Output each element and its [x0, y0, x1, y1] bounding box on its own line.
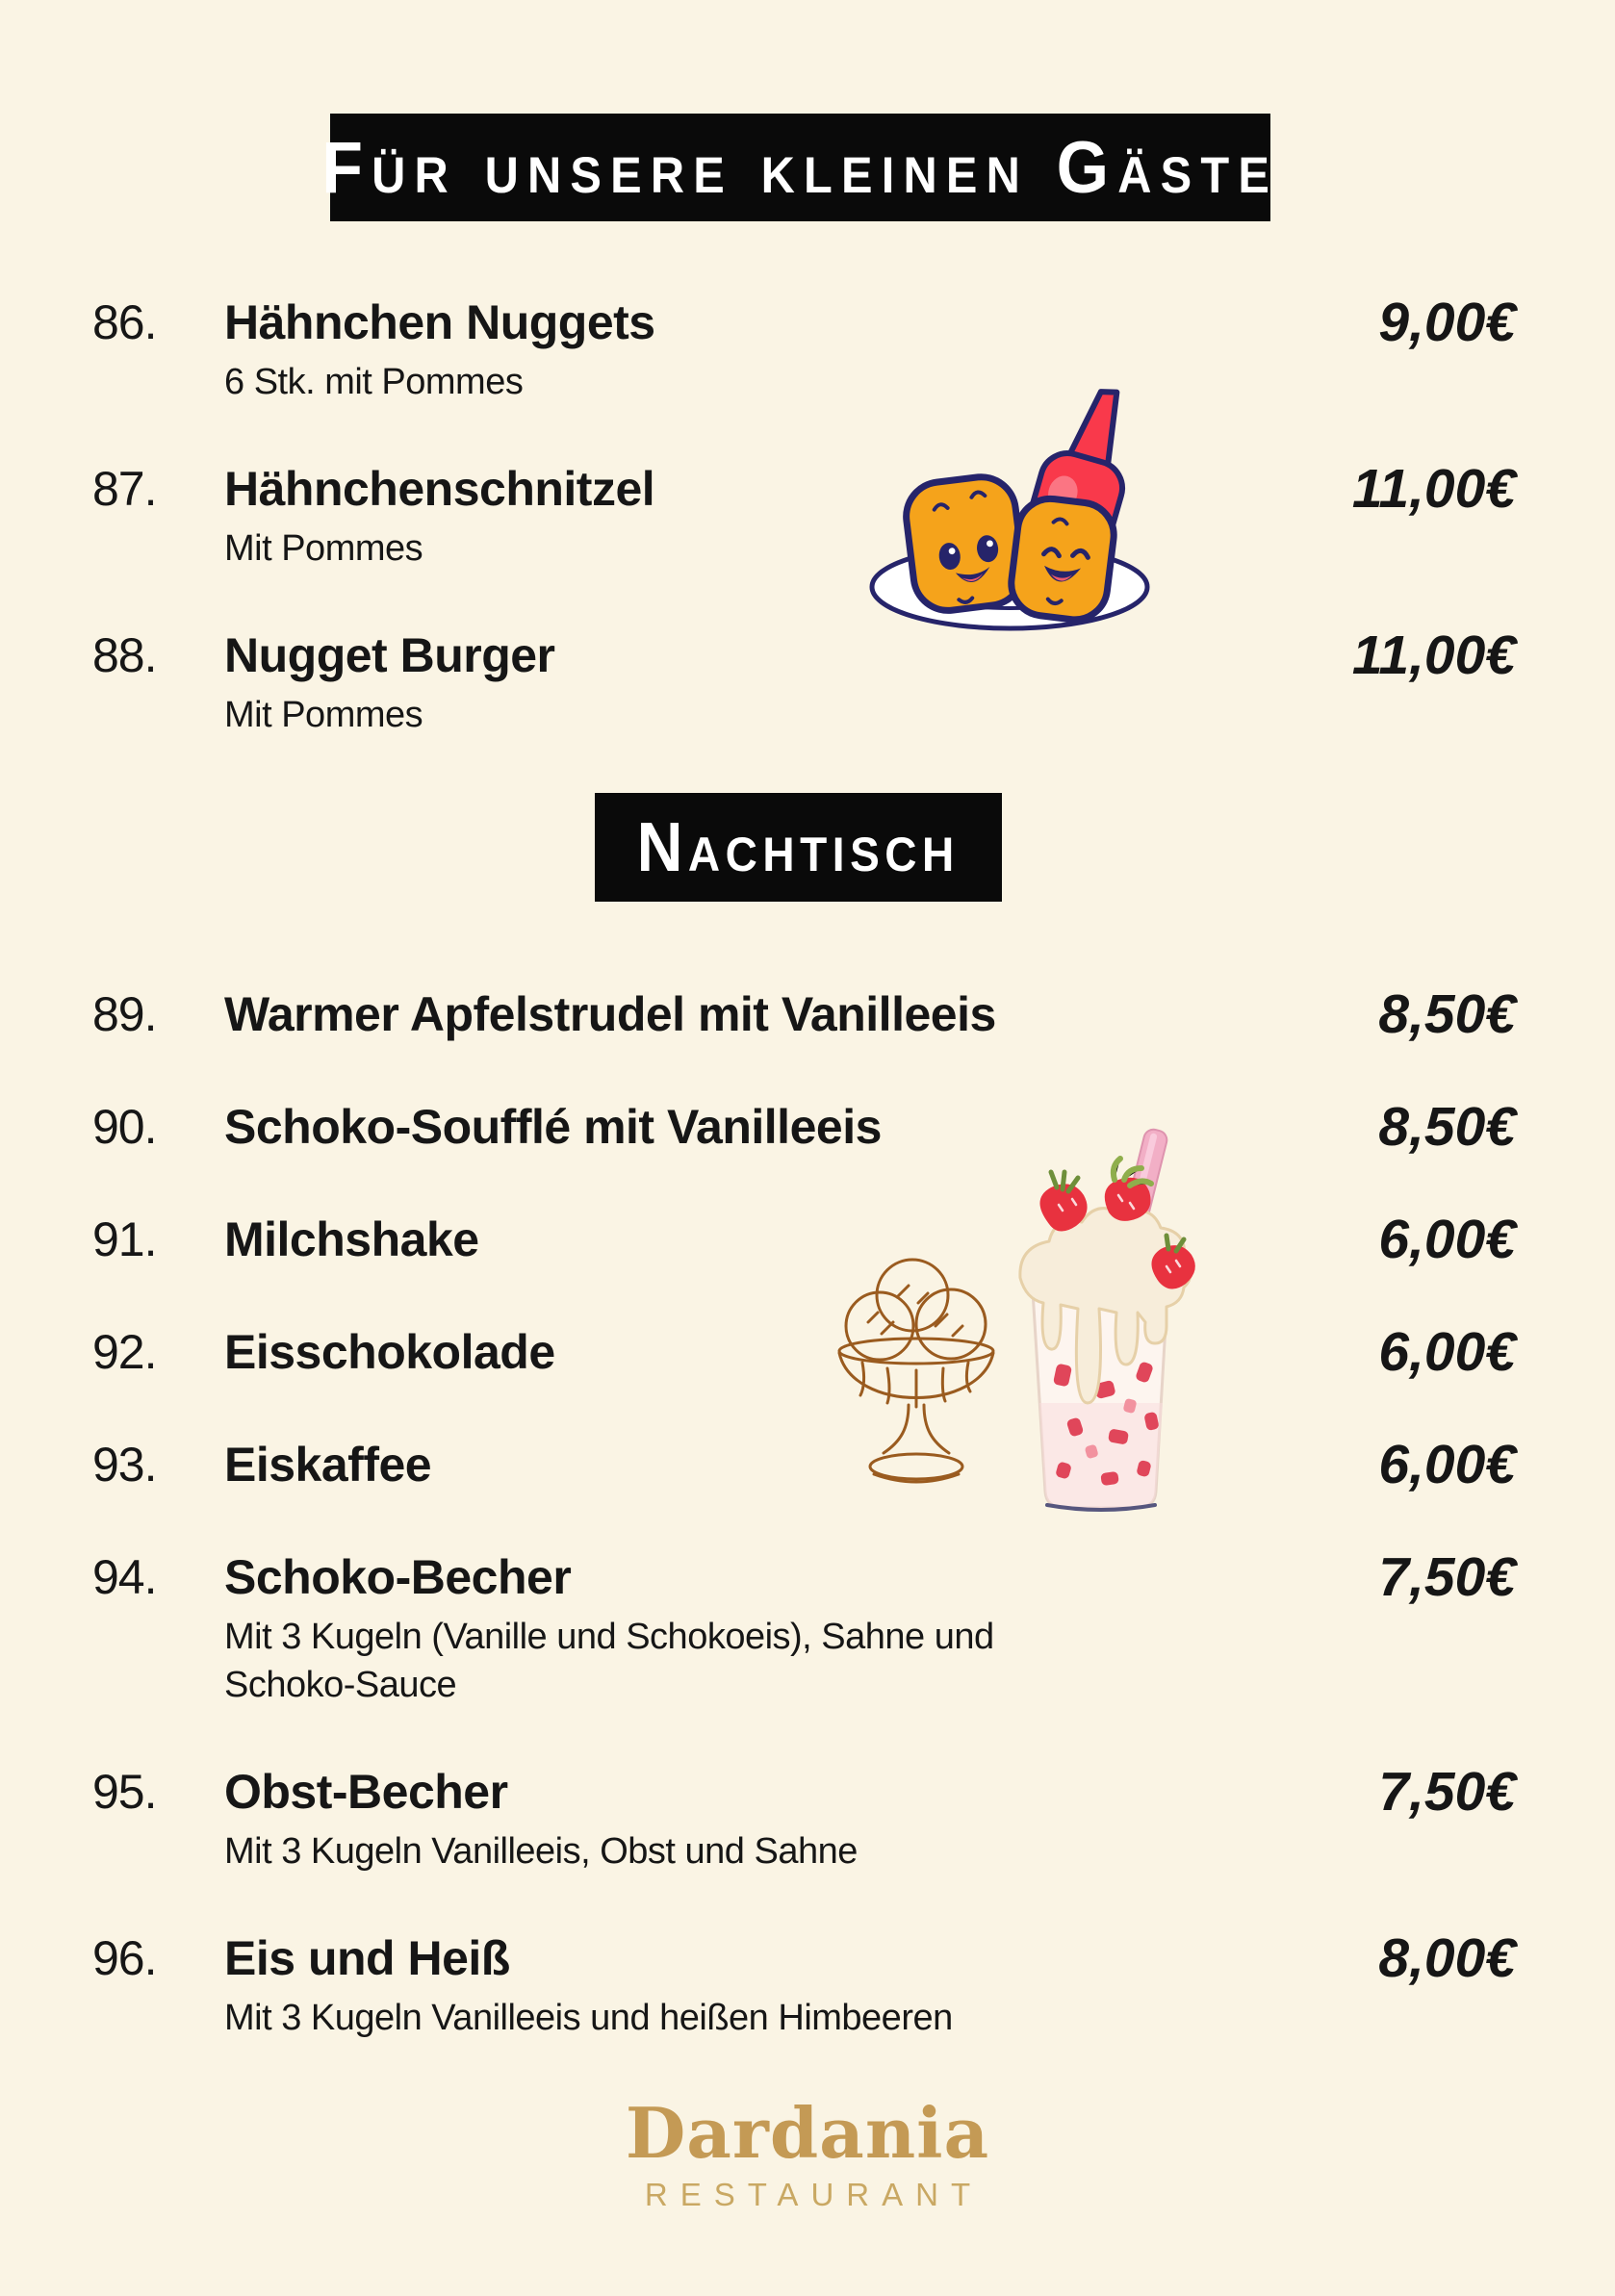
section-banner-desserts [595, 793, 1002, 902]
restaurant-logo [0, 2092, 1615, 2216]
item-description: 6 Stk. mit Pommes [224, 362, 524, 402]
item-price: 8,50€ [1378, 1096, 1516, 1158]
item-name: Hähnchenschnitzel [224, 462, 655, 516]
item-description: Mit Pommes [224, 528, 423, 569]
item-name: Milchshake [224, 1212, 479, 1266]
menu-list-kids [0, 293, 1615, 739]
item-price: 7,50€ [1378, 1761, 1516, 1823]
item-price: 9,00€ [1378, 292, 1516, 353]
section-title-kids: Für unsere kleinen Gäste [321, 126, 1279, 209]
item-number: 86. [92, 295, 157, 349]
item-number: 96. [92, 1931, 157, 1985]
item-number: 95. [92, 1765, 157, 1819]
section-banner-kids [321, 114, 1279, 221]
menu-item [92, 1928, 1516, 2042]
item-price: 7,50€ [1378, 1546, 1516, 1608]
item-name: Schoko-Soufflé mit Vanilleeis [224, 1100, 882, 1154]
item-price: 8,50€ [1378, 983, 1516, 1045]
item-number: 92. [92, 1325, 157, 1379]
item-name: Eiskaffee [224, 1438, 432, 1492]
item-name: Warmer Apfelstrudel mit Vanilleeis [224, 987, 996, 1041]
item-price: 6,00€ [1378, 1209, 1516, 1270]
item-price: 11,00€ [1351, 458, 1516, 520]
item-name: Nugget Burger [224, 628, 555, 682]
item-description: Mit Pommes [224, 695, 423, 735]
menu-item [92, 1547, 1516, 1709]
menu-list-desserts [0, 984, 1615, 2042]
item-description: Mit 3 Kugeln Vanilleeis und heißen Himbeeren [224, 1998, 953, 2038]
menu-item [92, 293, 1516, 406]
item-number: 89. [92, 987, 157, 1041]
item-number: 90. [92, 1100, 157, 1154]
menu-item [92, 1097, 1516, 1157]
item-price: 6,00€ [1378, 1434, 1516, 1495]
menu-item [92, 1322, 1516, 1382]
menu-item [92, 1210, 1516, 1269]
brand-name: Dardania [625, 2092, 990, 2174]
item-number: 87. [92, 462, 157, 516]
menu-item [92, 459, 1516, 573]
item-price: 11,00€ [1351, 625, 1516, 686]
item-description: Mit 3 Kugeln Vanilleeis, Obst und Sahne [224, 1831, 858, 1872]
menu-item [92, 984, 1516, 1044]
item-number: 93. [92, 1438, 157, 1492]
item-name: Eisschokolade [224, 1325, 555, 1379]
brand-subtitle: RESTAURANT [644, 2177, 984, 2212]
item-name: Obst-Becher [224, 1765, 508, 1819]
item-name: Hähnchen Nuggets [224, 295, 655, 349]
section-title-desserts: Nachtisch [636, 808, 961, 886]
item-number: 94. [92, 1550, 157, 1604]
item-name: Schoko-Becher [224, 1550, 572, 1604]
item-price: 8,00€ [1378, 1927, 1516, 1989]
item-description: Mit 3 Kugeln (Vanille und Schokoeis), Sahne und Schoko-Sauce [224, 1617, 994, 1705]
item-name: Eis und Heiß [224, 1931, 510, 1985]
menu-item [92, 1435, 1516, 1494]
item-number: 88. [92, 628, 157, 682]
item-price: 6,00€ [1378, 1321, 1516, 1383]
item-number: 91. [92, 1212, 157, 1266]
menu-item [92, 1762, 1516, 1875]
menu-item [92, 625, 1516, 739]
